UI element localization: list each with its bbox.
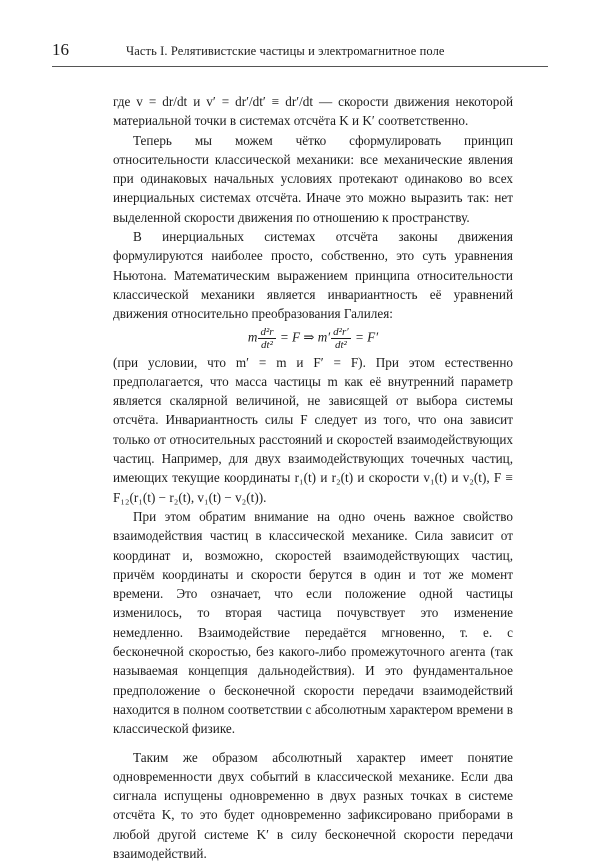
formula-numerator-left: d²r [258, 326, 275, 339]
paragraph: Теперь мы можем чётко сформулировать принцип относительности классической механики: все механические явления при одинаковых начальных условиях протекают одинаково во всех инерциальных системах отсчёта. Иначе это можно выразить так: нет выделенной скорости движения по отношению к пространству. [113, 131, 513, 227]
page-header [52, 40, 548, 67]
formula-rhs-right: = F′ [352, 329, 378, 344]
formula-rhs-left: = F ⇒ [277, 329, 318, 344]
paragraph: В инерциальных системах отсчёта законы движения формулируются наиболее просто, собственно, это суть уравнения Ньютона. Математическим выражением принципа относительности классической механики является инвариантность её уравнений движения относительно преобразования Галилея: [113, 227, 513, 323]
formula-denominator-left: dt² [258, 339, 275, 351]
paragraph: где v = dr/dt и v′ = dr′/dt′ ≡ dr′/dt — скорости движения некоторой материальной точки в системах отсчёта K и K′ соответственно. [113, 92, 513, 131]
formula-coef-right: m′ [318, 329, 330, 344]
paragraph: Таким же образом абсолютный характер имеет понятие одновременности двух событий в классической механике. Если два сигнала испущены одновременно в двух разных точках в системе отсчёта K, то это будет одновременно зафиксировано приборами в любой другой системе K′ в силу бесконечной скорости передачи взаимодействий. [113, 748, 513, 863]
formula-coef-left: m [248, 329, 258, 344]
galilean-invariance-formula [113, 326, 513, 351]
formula-numerator-right: d²r′ [331, 326, 351, 339]
formula-fraction-right [331, 326, 351, 351]
running-title: Часть I. Релятивистские частицы и электромагнитное поле [126, 44, 445, 59]
paragraph: (при условии, что m′ = m и F′ = F). При этом естественно предполагается, что масса частицы m как её внутренний параметр является скалярной величиной, не зависящей от выбора системы отсчёта. Инвариантность силы F следует из того, что она зависит только от относительных расстояний и скоростей взаимодействующих частиц. Например, для двух взаимодействующих точечных частиц, имеющих текущие координаты r₁(t) и r₂(t) и скорости v₁(t) и v₂(t), F ≡ F₁₂(r₁(t) − r₂(t), v₁(t) − v₂(t)). [113, 353, 513, 507]
paragraph: При этом обратим внимание на одно очень важное свойство взаимодействия частиц в классической механике. Сила зависит от координат и, возможно, скоростей взаимодействующих частиц, причём координаты и скорости берутся в один и тот же момент времени. Это означает, что если положение одной частицы изменилось, то вторая частица почувствует это изменение немедленно. Взаимодействие передаётся мгновенно, т. е. с бесконечной скоростью, без какого-либо промежуточного агента (так называемая концепция дальнодействия). И это фундаментальное предположение о бесконечной скорости передачи взаимодействий находится в полном соответствии с абсолютным характером времени в классической физике. [113, 507, 513, 739]
formula-fraction-left [258, 326, 275, 351]
body-text [113, 92, 513, 863]
page-number: 16 [52, 40, 126, 60]
formula-denominator-right: dt² [331, 339, 351, 351]
